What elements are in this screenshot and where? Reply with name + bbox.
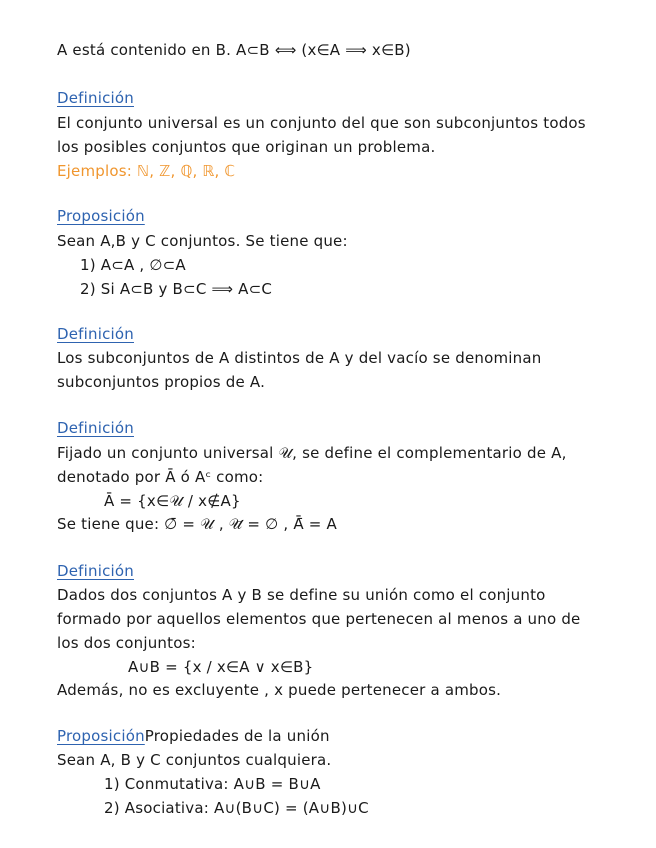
complement-formula: Ā = {x∈𝒰 / x∉A} xyxy=(104,492,241,510)
proposition-2-item-1: 1) Conmutativa: A∪B = B∪A xyxy=(104,775,321,793)
proposition-2-heading-line xyxy=(57,726,330,746)
definition-4-line-1: Dados dos conjuntos A y B se define su unión como el conjunto xyxy=(57,586,546,604)
definition-2-line-1: Los subconjuntos de A distintos de A y del vacío se denominan xyxy=(57,349,542,367)
definition-heading-1: Definición xyxy=(57,89,134,107)
proposition-heading-2: Proposición xyxy=(57,727,145,745)
union-formula: A∪B = {x / x∈A ∨ x∈B} xyxy=(128,658,314,676)
definition-1-examples: Ejemplos: ℕ, ℤ, ℚ, ℝ, ℂ xyxy=(57,162,236,180)
definition-1-line-1: El conjunto universal es un conjunto del que son subconjuntos todos xyxy=(57,114,586,132)
definition-heading-3: Definición xyxy=(57,419,134,437)
definition-heading-4: Definición xyxy=(57,562,134,580)
proposition-heading-1: Proposición xyxy=(57,207,145,225)
intro-line: A está contenido en B. A⊂B ⟺ (x∈A ⟹ x∈B) xyxy=(57,41,411,59)
definition-3-line-1: Fijado un conjunto universal 𝒰, se define el complementario de A, xyxy=(57,444,567,462)
proposition-1-item-2: 2) Si A⊂B y B⊂C ⟹ A⊂C xyxy=(80,280,273,298)
definition-3-line-2: denotado por Ā ó Aᶜ como: xyxy=(57,468,264,486)
proposition-2-title: Propiedades de la unión xyxy=(144,727,330,745)
definition-4-line-3: los dos conjuntos: xyxy=(57,634,196,652)
definition-4-line-5: Además, no es excluyente , x puede pertenecer a ambos. xyxy=(57,681,502,699)
proposition-2-line-1: Sean A, B y C conjuntos cualquiera. xyxy=(57,751,332,769)
definition-1-line-2: los posibles conjuntos que originan un problema. xyxy=(57,138,436,156)
definition-3-line-4: Se tiene que: ∅̄ = 𝒰 , 𝒰̄ = ∅ , Ā̄ = A xyxy=(57,515,337,533)
definition-4-line-2: formado por aquellos elementos que pertenecen al menos a uno de xyxy=(57,610,581,628)
definition-heading-2: Definición xyxy=(57,325,134,343)
proposition-1-item-1: 1) A⊂A , ∅⊂A xyxy=(80,256,186,274)
definition-2-line-2: subconjuntos propios de A. xyxy=(57,373,266,391)
proposition-2-item-2: 2) Asociativa: A∪(B∪C) = (A∪B)∪C xyxy=(104,799,369,817)
proposition-1-line-1: Sean A,B y C conjuntos. Se tiene que: xyxy=(57,232,348,250)
